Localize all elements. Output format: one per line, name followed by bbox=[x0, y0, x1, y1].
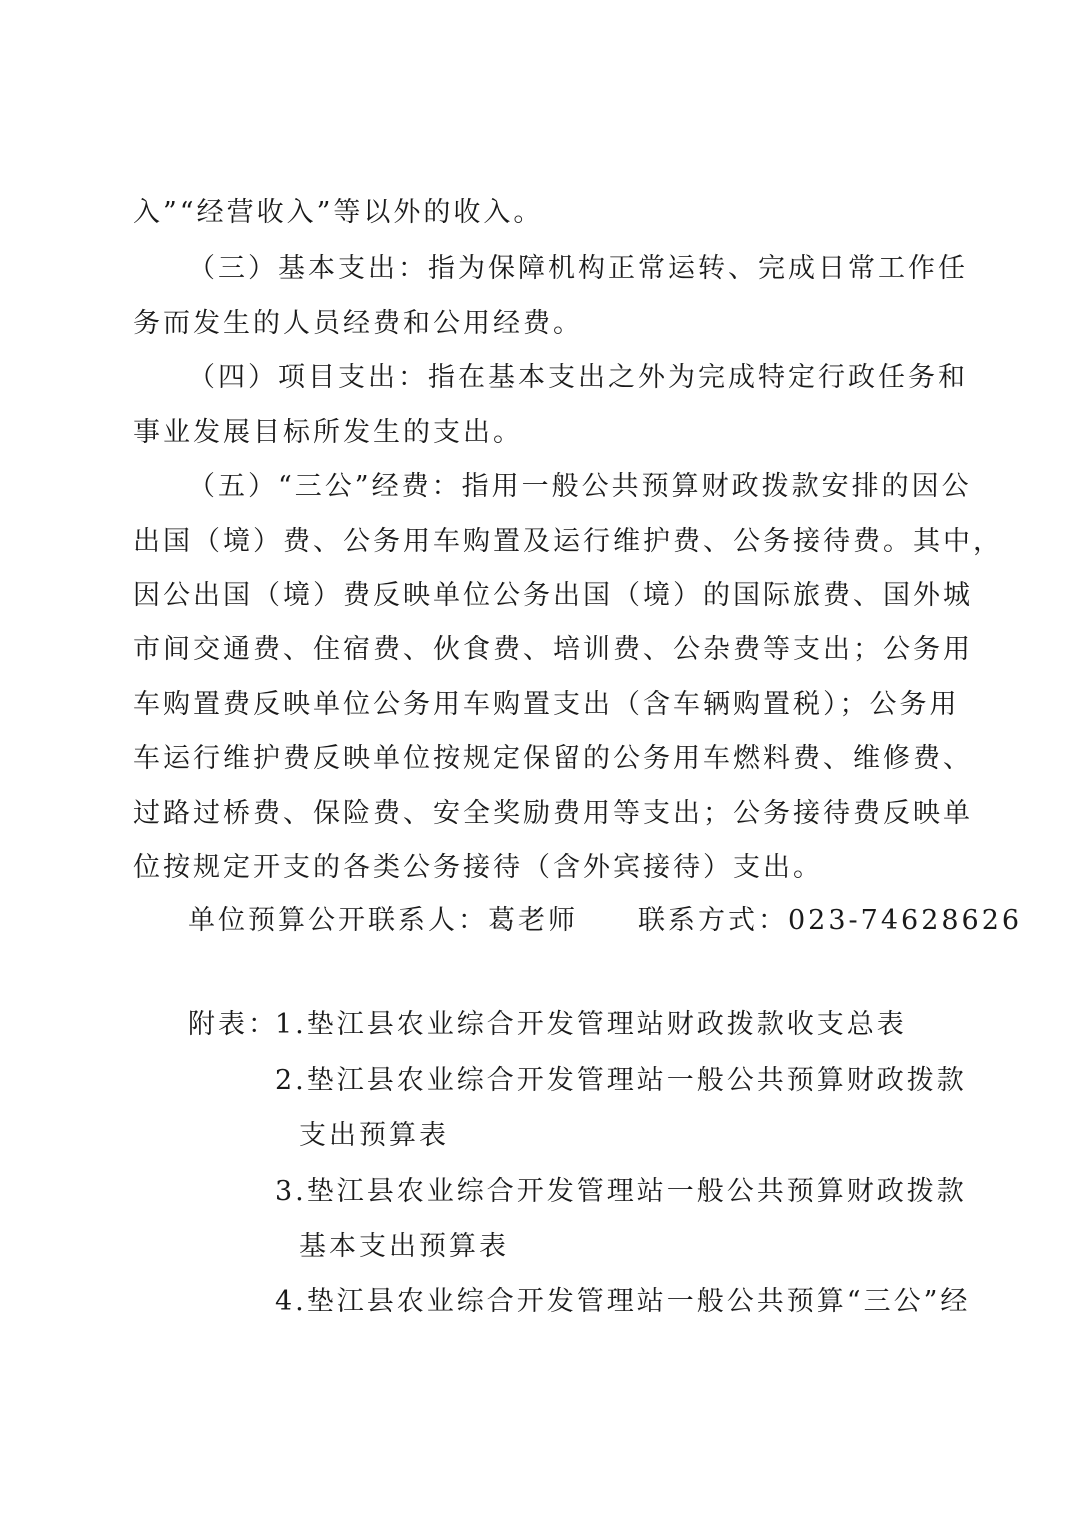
attachment-item-3: 3.垫江县农业综合开发管理站一般公共预算财政拨款 bbox=[275, 1176, 967, 1207]
attachment-item-4: 4.垫江县农业综合开发管理站一般公共预算“三公”经 bbox=[275, 1286, 971, 1317]
body-line-9: 市间交通费、住宿费、伙食费、培训费、公杂费等支出；公务用 bbox=[133, 634, 973, 665]
body-line-12: 过路过桥费、保险费、安全奖励费用等支出；公务接待费反映单 bbox=[133, 798, 973, 829]
body-line-13: 位按规定开支的各类公务接待（含外宾接待）支出。 bbox=[133, 852, 823, 883]
contact-line: 单位预算公开联系人：葛老师 联系方式：023-74628626 bbox=[188, 905, 1023, 936]
attachments-label: 附表： bbox=[188, 1009, 278, 1040]
body-line-10: 车购置费反映单位公务用车购置支出（含车辆购置税）；公务用 bbox=[133, 689, 960, 720]
body-line-8: 因公出国（境）费反映单位公务出国（境）的国际旅费、国外城 bbox=[133, 580, 973, 611]
body-line-5: 事业发展目标所发生的支出。 bbox=[133, 417, 523, 448]
section-4-heading-line: （四）项目支出：指在基本支出之外为完成特定行政任务和 bbox=[188, 362, 968, 393]
section-5-heading-line: （五）“三公”经费：指用一般公共预算财政拨款安排的因公 bbox=[188, 471, 972, 502]
body-line-3: 务而发生的人员经费和公用经费。 bbox=[133, 308, 583, 339]
body-line-7: 出国（境）费、公务用车购置及运行维护费、公务接待费。其中， bbox=[133, 526, 1003, 557]
attachment-item-2: 2.垫江县农业综合开发管理站一般公共预算财政拨款 bbox=[275, 1065, 967, 1096]
body-line-11: 车运行维护费反映单位按规定保留的公务用车燃料费、维修费、 bbox=[133, 743, 973, 774]
attachment-item-1: 1.垫江县农业综合开发管理站财政拨款收支总表 bbox=[275, 1009, 907, 1040]
section-3-heading-line: （三）基本支出：指为保障机构正常运转、完成日常工作任 bbox=[188, 253, 968, 284]
attachment-item-3-cont: 基本支出预算表 bbox=[299, 1231, 509, 1262]
body-line-1: 入”“经营收入”等以外的收入。 bbox=[133, 197, 544, 228]
attachment-item-2-cont: 支出预算表 bbox=[299, 1120, 449, 1151]
